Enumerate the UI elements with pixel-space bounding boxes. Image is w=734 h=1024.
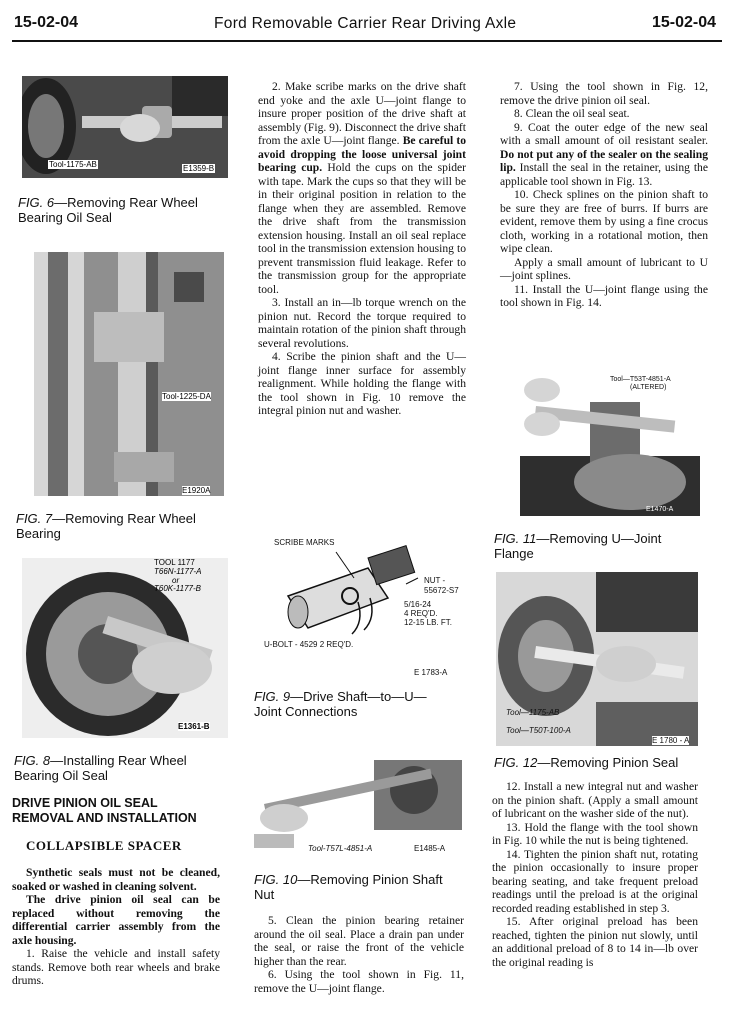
fig12-tool-label-2: Tool—T50T-100-A <box>506 726 571 735</box>
fig11-tool-label: Tool—T53T-4851-A <box>610 376 671 383</box>
step-2-warning: Be careful to avoid dropping the loose universal joint bearing cup. <box>258 134 467 174</box>
right-text-bottom <box>492 780 698 969</box>
fig10-caption-text: —Removing Pinion Shaft Nut <box>254 872 443 902</box>
fig11-code: E1470-A <box>646 506 674 513</box>
figure-7-photo <box>34 252 224 496</box>
fig10-tool-label: Tool-T57L-4851-A <box>308 844 373 853</box>
middle-text-bottom <box>254 914 464 995</box>
fig10-caption-number: FIG. 10 <box>254 872 298 887</box>
step-8: 8. Clean the oil seal seat. <box>514 107 630 120</box>
left-text-block <box>12 796 220 988</box>
right-text-top <box>500 80 708 310</box>
fig7-caption-text: —Removing Rear Wheel Bearing <box>16 511 196 541</box>
fig8-tool-label-or: or <box>172 576 180 585</box>
step-2-part-c: Hold the cups on the spider with tape. Mark the cups so that they will be in their original position in relation to the flange when they are assembled. Remove the drive shaft from the transmission extension housing. Install an oil seal replace tool in the transmission extension housing to prevent transmission fluid leakage. Refer to the transmission group for the appropriate tool. <box>258 161 466 296</box>
figure-10-caption <box>254 873 466 902</box>
step-6: 6. Using the tool shown in Fig. 11, remove the U—joint flange. <box>254 968 464 995</box>
step-14: 14. Tighten the pinion shaft nut, rotating the pinion occasionally to insure proper bearing seating, and take frequent preload readings until the preload is at the original recorded reading established in step 3. <box>492 847 698 915</box>
figure-6-caption <box>18 196 228 225</box>
fig9-scribe-marks-label: SCRIBE MARKS <box>274 538 335 547</box>
fig7-code: E1920A <box>182 486 211 495</box>
step-10-lubricant: Apply a small amount of lubricant to U—joint splines. <box>500 255 708 282</box>
step-9 <box>500 121 708 189</box>
step-9-warning: Do not put any of the sealer on the sealing lip. <box>500 147 708 174</box>
fig12-code: E 1780 - A <box>652 736 690 745</box>
fig8-caption-number: FIG. 8 <box>14 753 51 768</box>
step-3: 3. Install an in—lb torque wrench on the pinion nut. Record the torque required to maintain rotation of the pinion shaft through several revolutions. <box>258 296 466 350</box>
fig6-tool-label: Tool-1175-AB <box>49 160 97 169</box>
step-10: 10. Check splines on the pinion shaft to be sure they are free of burrs. If burrs are evident, remove them by using a fine crocus cloth, working in a rotational motion, then wipe clean. <box>500 188 708 255</box>
fig12-caption-number: FIG. 12 <box>494 755 538 770</box>
step-9-part-c: Install the seal in the retainer, using the applicable tool shown in Fig. 13. <box>500 161 708 188</box>
step-11: 11. Install the U—joint flange using the tool shown in Fig. 14. <box>500 282 708 309</box>
figure-7-caption <box>16 512 228 541</box>
paragraph-synthetic-seals: Synthetic seals must not be cleaned, soaked or washed in cleaning solvent. <box>12 866 220 893</box>
page-header <box>0 0 734 42</box>
step-4: 4. Scribe the pinion shaft and the U—joint flange inner surface for assembly realignment. While holding the flange with the tool shown in Fig. 10 remove the integral pinion nut and washer. <box>258 350 466 417</box>
figure-9-diagram <box>258 538 468 680</box>
fig9-code: E 1783-A <box>414 668 448 677</box>
figure-11-caption <box>494 532 704 561</box>
fig12-caption-text: —Removing Pinion Seal <box>537 755 679 770</box>
paragraph-drive-pinion: The drive pinion oil seal can be replaced without removing the differential carrier assembly from the axle housing. <box>12 893 220 947</box>
figure-12-caption <box>494 756 704 771</box>
section-heading: DRIVE PINION OIL SEAL REMOVAL AND INSTALLATION <box>12 796 197 825</box>
fig11-caption-text: —Removing U—Joint Flange <box>494 531 662 561</box>
fig8-tool-label-1: TOOL 1177 <box>154 558 195 567</box>
fig9-req-label: 4 REQ'D. <box>404 609 438 618</box>
fig8-tool-label-2: T66N-1177-A <box>154 567 202 576</box>
fig8-code: E1361-B <box>178 722 210 731</box>
step-13: 13. Hold the flange with the tool shown in Fig. 10 while the nut is being tightened. <box>492 820 698 847</box>
fig6-caption-number: FIG. 6 <box>18 195 55 210</box>
figure-11-photo <box>520 372 700 516</box>
figure-10-photo <box>254 760 462 856</box>
step-2-part-a: 2. Make scribe marks on the drive shaft end yoke and the axle U—joint flange to insure proper position of the drive shaft at assembly (Fig. 9). Disconnect the drive shaft from the axle U—joint flange. <box>258 80 466 147</box>
fig6-code: E1359-B <box>183 164 215 173</box>
fig9-torque-label: 12-15 LB. FT. <box>404 618 453 627</box>
fig9-caption-text: —Drive Shaft—to—U—Joint Connections <box>254 689 427 719</box>
fig6-caption-text: —Removing Rear Wheel Bearing Oil Seal <box>18 195 198 225</box>
fig11-caption-number: FIG. 11 <box>494 531 537 546</box>
fig9-nut-part: 55672-S7 <box>424 586 459 595</box>
fig8-caption-text: —Installing Rear Wheel Bearing Oil Seal <box>14 753 187 783</box>
header-rule <box>12 40 722 42</box>
page-number-left: 15-02-04 <box>14 14 79 31</box>
step-12: 12. Install a new integral nut and washer on the pinion shaft. (Apply a small amount of lubricant on the washer side of the nut). <box>492 780 698 820</box>
step-5: 5. Clean the pinion bearing retainer around the oil seal. Place a drain pan under the seal, or raise the front of the vehicle higher than the rear. <box>254 914 464 968</box>
fig12-tool-label-1: Tool—1175-AB <box>506 708 560 717</box>
subheading-collapsible-spacer: COLLAPSIBLE SPACER <box>26 838 182 853</box>
step-15: 15. After original preload has been reached, tighten the pinion nut slowly, until an additional preload of 8 to 14 in—lb over the original reading is <box>492 915 698 969</box>
figure-12-photo <box>496 572 698 746</box>
step-1: 1. Raise the vehicle and install safety stands. Remove both rear wheels and brake drums. <box>12 947 220 987</box>
fig8-tool-label-3: T60K-1177-B <box>154 584 201 593</box>
fig9-size-label: 5/16-24 <box>404 600 432 609</box>
fig7-caption-number: FIG. 7 <box>16 511 53 526</box>
fig9-caption-number: FIG. 9 <box>254 689 291 704</box>
figure-6-photo <box>22 76 228 178</box>
fig11-tool-altered: (ALTERED) <box>630 384 667 391</box>
step-9-part-a: 9. Coat the outer edge of the new seal with a small amount of oil resistant sealer. <box>500 120 708 147</box>
fig9-nut-label: NUT - <box>424 576 446 585</box>
figure-8-photo <box>22 558 228 738</box>
page-title: Ford Removable Carrier Rear Driving Axle <box>214 15 517 32</box>
fig7-tool-label: Tool-1225-DA <box>162 392 211 401</box>
fig9-ubolt-label: U-BOLT - 4529 2 REQ'D. <box>264 640 354 649</box>
step-7: 7. Using the tool shown in Fig. 12, remove the drive pinion oil seal. <box>500 80 708 107</box>
figure-8-caption <box>14 754 228 783</box>
fig10-code: E1485-A <box>414 844 446 853</box>
step-2 <box>258 80 466 296</box>
middle-text-top <box>258 80 466 418</box>
figure-9-caption <box>254 690 434 719</box>
page-number-right: 15-02-04 <box>652 14 717 31</box>
